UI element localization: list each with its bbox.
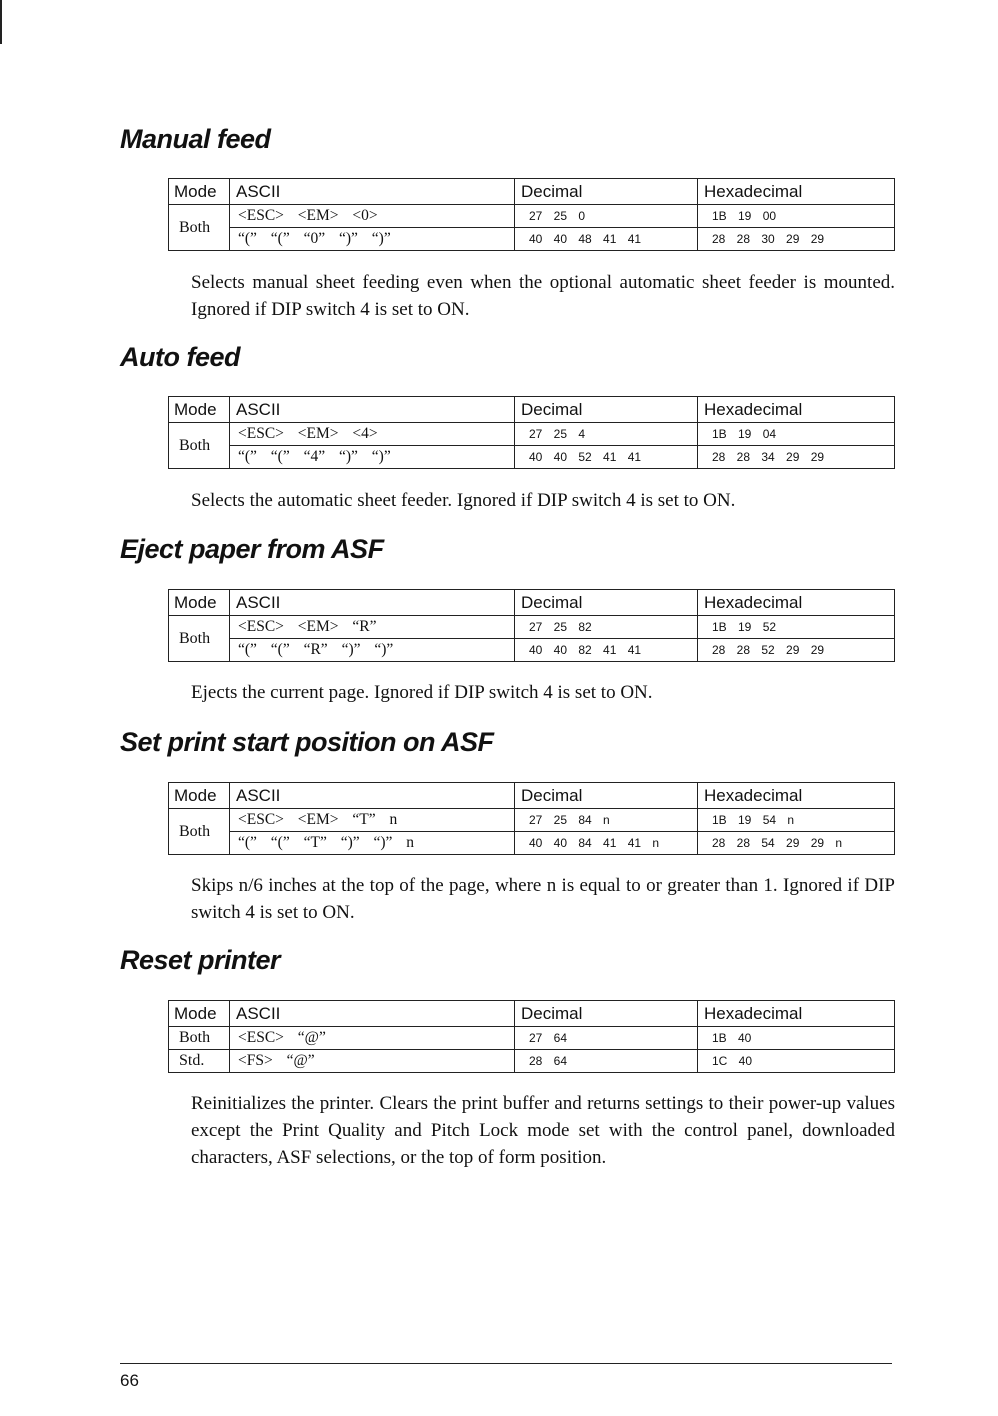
table-header-row <box>169 1001 895 1027</box>
header-ascii: ASCII <box>230 179 515 205</box>
header-ascii: ASCII <box>230 397 515 423</box>
ascii-cell: <ESC> <EM> “T” n <box>230 809 515 832</box>
section-description: Reinitializes the printer. Clears the print buffer and returns settings to their power-up values except the Print Quality and Pitch Lock mode set with the control panel, downloaded characters, ASF selections, or the top of form position. <box>191 1093 895 1168</box>
hex-cell: 1C 40 <box>698 1050 895 1073</box>
table-row <box>169 446 895 469</box>
page-number: 66 <box>120 1371 139 1390</box>
header-hex: Hexadecimal <box>698 179 895 205</box>
table-row <box>169 423 895 446</box>
header-hex: Hexadecimal <box>698 590 895 616</box>
header-decimal: Decimal <box>515 590 698 616</box>
header-ascii: ASCII <box>230 1001 515 1027</box>
section-description: Skips n/6 inches at the top of the page, where n is equal to or greater than 1. Ignored if DIP switch 4 is set to ON. <box>191 875 895 923</box>
hex-cell: 28 28 30 29 29 <box>698 228 895 251</box>
header-hex: Hexadecimal <box>698 1001 895 1027</box>
table-header-row <box>169 397 895 423</box>
hex-cell: 1B 19 04 <box>698 423 895 446</box>
header-hex: Hexadecimal <box>698 397 895 423</box>
header-decimal: Decimal <box>515 1001 698 1027</box>
header-ascii: ASCII <box>230 590 515 616</box>
decimal-cell: 40 40 48 41 41 <box>515 228 698 251</box>
header-mode: Mode <box>169 783 230 809</box>
ascii-cell: <ESC> <EM> “R” <box>230 616 515 639</box>
table-row <box>169 832 895 855</box>
table-header-row <box>169 590 895 616</box>
decimal-cell: 27 25 82 <box>515 616 698 639</box>
section-title: Auto feed <box>120 342 240 372</box>
header-ascii: ASCII <box>230 783 515 809</box>
mode-cell: Both <box>169 616 230 662</box>
decimal-cell: 40 40 82 41 41 <box>515 639 698 662</box>
ascii-cell: <ESC> <EM> <4> <box>230 423 515 446</box>
hex-cell: 28 28 52 29 29 <box>698 639 895 662</box>
header-decimal: Decimal <box>515 397 698 423</box>
decimal-cell: 40 40 84 41 41 n <box>515 832 698 855</box>
table-row <box>169 639 895 662</box>
mode-cell: Both <box>169 809 230 855</box>
hex-cell: 1B 40 <box>698 1027 895 1050</box>
ascii-cell: “(” “(” “0” “)” “)” <box>230 228 515 251</box>
section-title: Set print start position on ASF <box>120 727 494 757</box>
table-row <box>169 1027 895 1050</box>
command-table <box>168 589 895 662</box>
hex-cell: 28 28 54 29 29 n <box>698 832 895 855</box>
decimal-cell: 27 25 84 n <box>515 809 698 832</box>
table-row <box>169 205 895 228</box>
section-description: Ejects the current page. Ignored if DIP switch 4 is set to ON. <box>191 682 653 703</box>
header-mode: Mode <box>169 1001 230 1027</box>
header-mode: Mode <box>169 590 230 616</box>
mode-cell: Std. <box>169 1050 230 1073</box>
hex-cell: 28 28 34 29 29 <box>698 446 895 469</box>
decimal-cell: 27 25 4 <box>515 423 698 446</box>
decimal-cell: 27 25 0 <box>515 205 698 228</box>
section-title: Manual feed <box>120 124 271 154</box>
header-mode: Mode <box>169 179 230 205</box>
ascii-cell: “(” “(” “R” “)” “)” <box>230 639 515 662</box>
table-row <box>169 228 895 251</box>
header-hex: Hexadecimal <box>698 783 895 809</box>
hex-cell: 1B 19 54 n <box>698 809 895 832</box>
command-table <box>168 178 895 251</box>
ascii-cell: <FS> “@” <box>230 1050 515 1073</box>
section-title: Eject paper from ASF <box>120 534 384 564</box>
section-title: Reset printer <box>120 945 281 975</box>
command-table <box>168 396 895 469</box>
mode-cell: Both <box>169 423 230 469</box>
command-table <box>168 1000 895 1073</box>
decimal-cell: 28 64 <box>515 1050 698 1073</box>
ascii-cell: “(” “(” “4” “)” “)” <box>230 446 515 469</box>
header-mode: Mode <box>169 397 230 423</box>
table-row <box>169 1050 895 1073</box>
header-decimal: Decimal <box>515 179 698 205</box>
ascii-cell: <ESC> “@” <box>230 1027 515 1050</box>
ascii-cell: “(” “(” “T” “)” “)” n <box>230 832 515 855</box>
scan-edge-mark <box>0 0 2 44</box>
mode-cell: Both <box>169 205 230 251</box>
ascii-cell: <ESC> <EM> <0> <box>230 205 515 228</box>
decimal-cell: 27 64 <box>515 1027 698 1050</box>
table-header-row <box>169 179 895 205</box>
header-decimal: Decimal <box>515 783 698 809</box>
table-row <box>169 616 895 639</box>
footer-rule <box>120 1363 892 1364</box>
section-description: Selects manual sheet feeding even when the optional automatic sheet feeder is mounted. Ignored if DIP switch 4 is set to ON. <box>191 272 895 320</box>
table-row <box>169 809 895 832</box>
decimal-cell: 40 40 52 41 41 <box>515 446 698 469</box>
section-description: Selects the automatic sheet feeder. Ignored if DIP switch 4 is set to ON. <box>191 490 736 511</box>
command-table <box>168 782 895 855</box>
hex-cell: 1B 19 52 <box>698 616 895 639</box>
mode-cell: Both <box>169 1027 230 1050</box>
table-header-row <box>169 783 895 809</box>
hex-cell: 1B 19 00 <box>698 205 895 228</box>
